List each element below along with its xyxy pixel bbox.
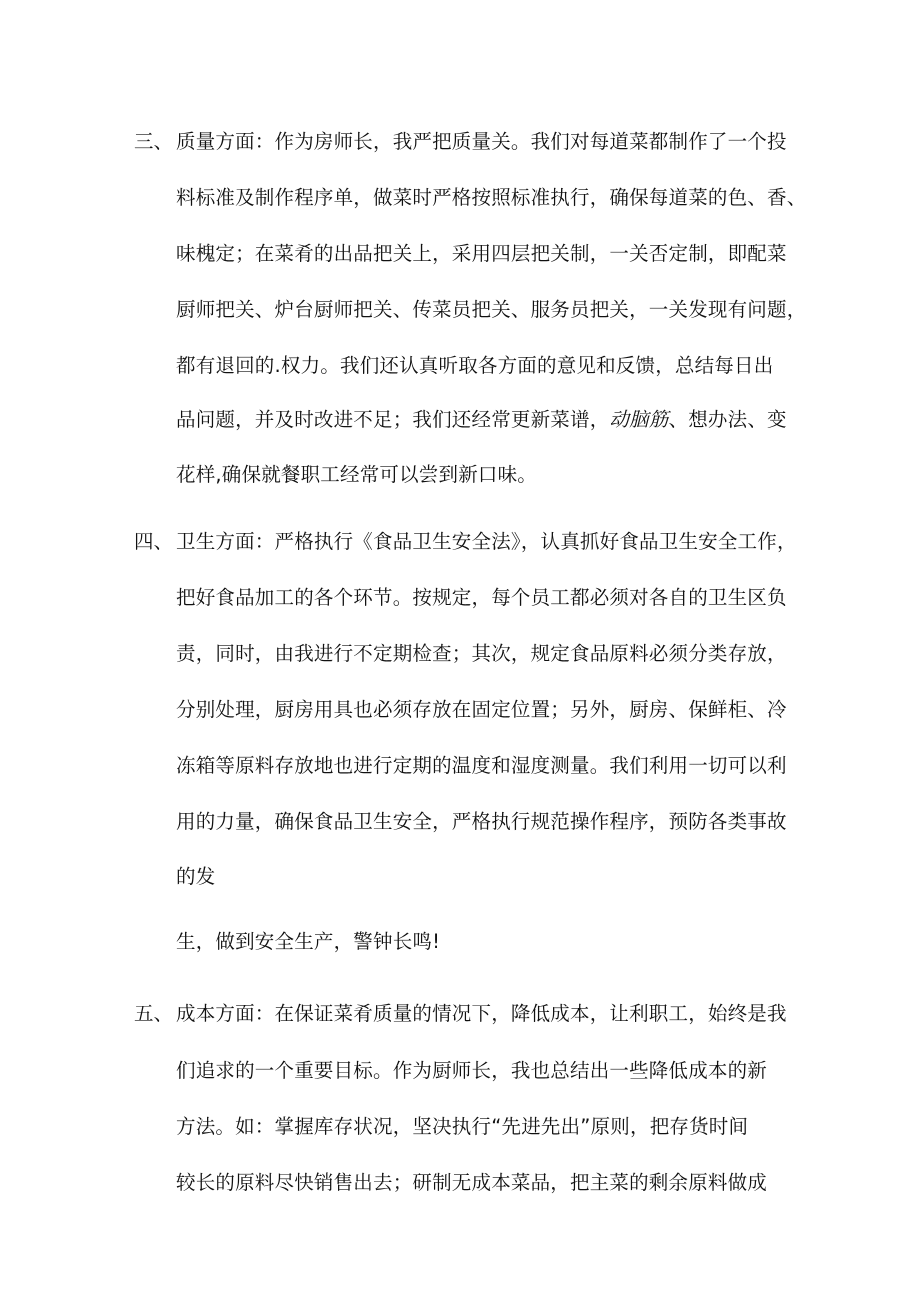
text-run: 品问题，并及时改进不足；我们还经常更新菜谱， [176,408,610,431]
paragraph-line: 质量方面：作为房师长，我严把质量关。我们对每道菜都制作了一个投 [176,130,787,153]
paragraph-line [176,407,787,433]
paragraph-line: 的发 [176,865,216,888]
paragraph-line: 生，做到安全生产，警钟长鸣! [176,930,441,953]
paragraph-line: 用的力量，确保食品卫生安全，严格执行规范操作程序，预防各类事故 [176,810,787,833]
paragraph-line: 责，同时，由我进行不定期检查；其次，规定食品原料必须分类存放， [176,642,787,665]
text-run: 、想办法、变 [668,408,787,431]
paragraph-line: 冻箱等原料存放地也进行定期的温度和湿度测量。我们利用一切可以利 [176,754,787,777]
paragraph-line: 把好食品加工的各个环节。按规定，每个员工都必须对各自的卫生区负 [176,586,787,609]
paragraph-line: 料标准及制作程序单，做菜时严格按照标准执行，确保每道菜的色、香、 [176,186,807,209]
paragraph-line: 成本方面：在保证菜肴质量的情况下，降低成本，让利职工，始终是我 [176,1002,787,1025]
paragraph-line: 厨师把关、炉台厨师把关、传菜员把关、服务员把关，一关发现有问题， [176,298,807,321]
paragraph-line: 都有退回的.权力。我们还认真听取各方面的意见和反馈，总结每日出 [176,354,774,377]
section-label: 五、 [134,1002,174,1025]
section-label: 四、 [134,530,174,553]
paragraph-line: 分别处理，厨房用具也必须存放在固定位置；另外，厨房、保鲜柜、冷 [176,698,787,721]
paragraph-line: 花样,确保就餐职工经常可以尝到新口味。 [176,463,537,486]
paragraph-line: 卫生方面：严格执行《食品卫生安全法》，认真抓好食品卫生安全工作， [176,530,797,553]
paragraph-line: 们追求的一个重要目标。作为厨师长，我也总结出一些降低成本的新 [176,1059,768,1082]
italic-text-run: 动脑筋 [609,408,669,431]
paragraph-line: 较长的原料尽快销售出去；研制无成本菜品，把主菜的剩余原料做成 [176,1171,768,1194]
section-label: 三、 [134,130,174,153]
paragraph-line: 味槐定；在菜肴的出品把关上，采用四层把关制，一关否定制，即配菜 [176,242,787,265]
paragraph-line: 方法。如：掌握库存状况，坚决执行“先进先出”原则，把存货时间 [176,1115,749,1138]
